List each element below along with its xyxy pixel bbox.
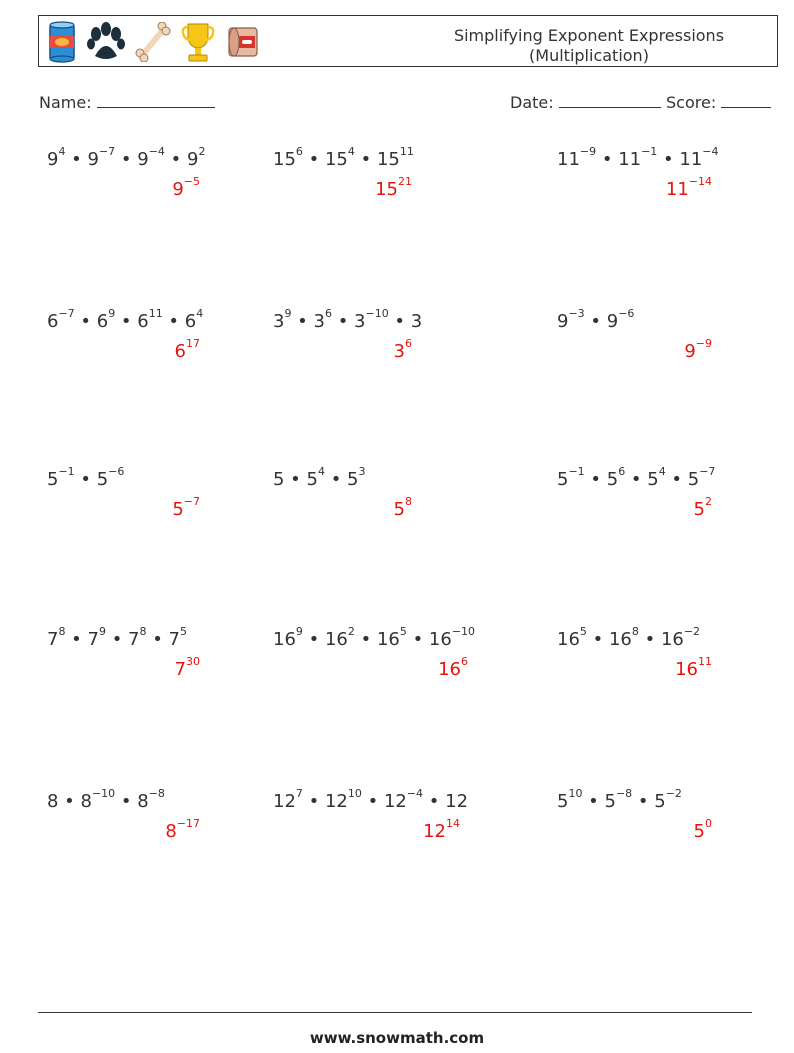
title-line-2: (Multiplication) — [529, 46, 649, 65]
term-base: 11 — [618, 149, 642, 170]
term-base: 5 — [606, 469, 619, 490]
name-blank[interactable] — [97, 93, 215, 108]
term-base: 3 — [313, 311, 325, 332]
term-exponent: −10 — [451, 625, 476, 638]
date-field[interactable] — [510, 93, 661, 112]
answer-base: 5 — [393, 499, 405, 520]
date-blank[interactable] — [559, 93, 661, 108]
multiply-operator: • — [74, 469, 97, 490]
answer-base: 9 — [684, 341, 696, 362]
footer-divider — [38, 1012, 752, 1013]
answer-exponent: −9 — [695, 337, 712, 350]
term-exponent: −7 — [98, 145, 116, 158]
multiply-operator: • — [115, 149, 138, 170]
term-base: 15 — [324, 149, 348, 170]
term-exponent: −9 — [579, 145, 597, 158]
multiply-operator: • — [291, 311, 314, 332]
term-base: 5 — [647, 469, 659, 490]
term-exponent: −1 — [58, 465, 75, 478]
term-base: 6 — [47, 311, 59, 332]
term-base: 5 — [557, 469, 569, 490]
term-base: 7 — [87, 629, 99, 650]
multiply-operator: • — [324, 469, 348, 490]
term-exponent: 4 — [58, 145, 66, 158]
multiply-operator: • — [74, 311, 97, 332]
answer-base: 3 — [393, 341, 405, 362]
dog-food-can-icon — [225, 22, 261, 62]
answer — [693, 817, 712, 842]
term-base: 5 — [604, 791, 616, 812]
term-base: 9 — [47, 149, 59, 170]
term-base: 7 — [47, 629, 59, 650]
term-base: 8 — [137, 791, 149, 812]
answer-base: 5 — [172, 499, 184, 520]
multiply-operator: • — [115, 791, 138, 812]
problem-expression — [557, 307, 635, 332]
term-base: 5 — [654, 791, 666, 812]
term-base: 9 — [87, 149, 99, 170]
footer-url: www.snowmath.com — [309, 1029, 485, 1047]
answer-base: 16 — [675, 659, 698, 680]
answer-base: 5 — [693, 499, 705, 520]
term-base: 5 — [47, 469, 59, 490]
term-exponent: 7 — [295, 787, 303, 800]
answer — [375, 175, 412, 200]
term-base: 5 — [306, 469, 318, 490]
problem-expression — [47, 625, 187, 650]
term-exponent: −8 — [615, 787, 633, 800]
multiply-operator: • — [115, 311, 138, 332]
multiply-operator: • — [632, 791, 655, 812]
answer — [174, 337, 200, 362]
term-base: 15 — [273, 149, 296, 170]
problem-expression — [557, 465, 716, 490]
term-exponent: 6 — [324, 307, 332, 320]
problem-expression — [47, 307, 204, 332]
term-base: 5 — [96, 469, 109, 490]
answer-exponent: 11 — [698, 655, 712, 668]
term-exponent: 11 — [399, 145, 414, 158]
term-exponent: 8 — [58, 625, 66, 638]
term-exponent: 8 — [139, 625, 147, 638]
term-exponent: 10 — [347, 787, 362, 800]
answer-base: 9 — [172, 179, 184, 200]
problem-expression — [47, 787, 165, 812]
term-base: 11 — [557, 149, 580, 170]
term-base: 6 — [137, 311, 149, 332]
multiply-operator: • — [665, 469, 688, 490]
term-base: 16 — [324, 629, 348, 650]
multiply-operator: • — [596, 149, 619, 170]
answer-exponent: −5 — [183, 175, 200, 188]
answer-exponent: 8 — [405, 495, 412, 508]
term-base: 15 — [376, 149, 400, 170]
multiply-operator: • — [423, 791, 446, 812]
term-exponent: 2 — [347, 625, 355, 638]
term-base: 3 — [273, 311, 285, 332]
multiply-operator: • — [406, 629, 429, 650]
date-label: Date: — [510, 93, 554, 112]
name-label: Name: — [39, 93, 92, 112]
answer-exponent: −14 — [688, 175, 712, 188]
term-exponent: −4 — [702, 145, 719, 158]
term-exponent: 4 — [347, 145, 355, 158]
answer-base: 7 — [174, 659, 186, 680]
trophy-icon — [181, 21, 215, 63]
problem-expression — [273, 307, 423, 332]
term-exponent: −10 — [365, 307, 389, 320]
term-base: 16 — [428, 629, 452, 650]
term-base: 12 — [273, 791, 296, 812]
term-base: 5 — [273, 469, 285, 490]
answer — [165, 817, 200, 842]
term-base: 11 — [679, 149, 703, 170]
answer-base: 11 — [665, 179, 689, 200]
term-exponent: 9 — [295, 625, 303, 638]
problem-expression — [557, 145, 719, 170]
term-base: 3 — [410, 311, 423, 332]
term-base: 8 — [80, 791, 92, 812]
term-exponent: 11 — [148, 307, 163, 320]
term-base: 7 — [168, 629, 180, 650]
multiply-operator: • — [388, 311, 411, 332]
multiply-operator: • — [638, 629, 661, 650]
term-exponent: 6 — [295, 145, 303, 158]
answer-base: 12 — [423, 821, 446, 842]
term-base: 9 — [186, 149, 199, 170]
answer-base: 8 — [165, 821, 177, 842]
answer — [675, 655, 712, 680]
answer-base: 6 — [174, 341, 186, 362]
term-base: 16 — [376, 629, 400, 650]
term-base: 7 — [128, 629, 140, 650]
term-exponent: 4 — [317, 465, 325, 478]
term-base: 3 — [354, 311, 366, 332]
multiply-operator: • — [105, 629, 129, 650]
term-exponent: −10 — [91, 787, 116, 800]
answer — [393, 495, 412, 520]
term-exponent: 4 — [196, 307, 204, 320]
answer-exponent: 6 — [405, 337, 412, 350]
answer — [665, 175, 712, 200]
term-exponent: 8 — [631, 625, 639, 638]
worksheet-title — [399, 26, 779, 66]
multiply-operator: • — [582, 791, 605, 812]
worksheet-header — [38, 15, 778, 67]
problem-expression — [47, 145, 206, 170]
term-base: 12 — [324, 791, 348, 812]
title-line-1: Simplifying Exponent Expressions — [453, 26, 725, 45]
answer — [693, 495, 712, 520]
term-exponent: −4 — [406, 787, 424, 800]
multiply-operator: • — [65, 629, 88, 650]
term-exponent: 5 — [579, 625, 587, 638]
multiply-operator: • — [354, 629, 377, 650]
term-exponent: 5 — [399, 625, 407, 638]
answer-base: 16 — [438, 659, 461, 680]
term-exponent: 6 — [618, 465, 626, 478]
term-exponent: −7 — [58, 307, 75, 320]
term-base: 8 — [47, 791, 59, 812]
term-base: 5 — [347, 469, 359, 490]
multiply-operator: • — [164, 149, 187, 170]
name-field[interactable] — [39, 93, 215, 112]
term-base: 5 — [557, 791, 569, 812]
term-exponent: 5 — [180, 625, 187, 638]
answer-exponent: 2 — [705, 495, 712, 508]
problem-expression — [273, 787, 469, 812]
answer-exponent: 30 — [186, 655, 200, 668]
problem-expression — [273, 465, 366, 490]
answer — [174, 655, 200, 680]
multiply-operator: • — [162, 311, 185, 332]
term-base: 9 — [137, 149, 149, 170]
term-exponent: −2 — [683, 625, 701, 638]
term-exponent: −1 — [641, 145, 658, 158]
score-blank[interactable] — [721, 93, 771, 108]
problem-expression — [47, 465, 125, 490]
term-exponent: 9 — [108, 307, 116, 320]
multiply-operator: • — [302, 791, 325, 812]
term-exponent: −8 — [148, 787, 165, 800]
answer-exponent: 6 — [461, 655, 468, 668]
multiply-operator: • — [354, 149, 377, 170]
bone-icon — [135, 22, 171, 62]
term-base: 16 — [660, 629, 684, 650]
multiply-operator: • — [65, 149, 88, 170]
answer — [684, 337, 712, 362]
answer — [172, 175, 200, 200]
answer-exponent: 14 — [446, 817, 460, 830]
term-exponent: 4 — [658, 465, 666, 478]
term-exponent: −2 — [665, 787, 682, 800]
multiply-operator: • — [284, 469, 307, 490]
term-base: 6 — [96, 311, 109, 332]
multiply-operator: • — [584, 469, 607, 490]
answer-base: 5 — [693, 821, 705, 842]
header-icons — [47, 20, 261, 64]
answer-exponent: −7 — [183, 495, 200, 508]
term-base: 16 — [608, 629, 632, 650]
term-base: 5 — [687, 469, 700, 490]
multiply-operator: • — [584, 311, 607, 332]
multiply-operator: • — [625, 469, 648, 490]
score-field[interactable] — [666, 93, 771, 112]
problem-expression — [557, 625, 701, 650]
problem-expression — [273, 145, 414, 170]
term-base: 12 — [445, 791, 469, 812]
term-exponent: −7 — [699, 465, 716, 478]
term-exponent: 9 — [98, 625, 106, 638]
multiply-operator: • — [58, 791, 81, 812]
term-exponent: 2 — [198, 145, 206, 158]
term-base: 6 — [184, 311, 197, 332]
answer-base: 15 — [375, 179, 398, 200]
multiply-operator: • — [146, 629, 169, 650]
answer-exponent: 21 — [398, 175, 412, 188]
term-exponent: −6 — [618, 307, 635, 320]
term-exponent: 9 — [284, 307, 292, 320]
term-exponent: −4 — [148, 145, 165, 158]
multiply-operator: • — [302, 149, 325, 170]
term-base: 16 — [557, 629, 580, 650]
answer-exponent: 17 — [186, 337, 200, 350]
answer — [423, 817, 460, 842]
score-label: Score: — [666, 93, 717, 112]
term-exponent: −3 — [568, 307, 585, 320]
multiply-operator: • — [302, 629, 325, 650]
can-icon — [47, 20, 77, 64]
answer-exponent: −17 — [176, 817, 200, 830]
answer — [438, 655, 468, 680]
term-exponent: −6 — [108, 465, 125, 478]
term-exponent: −1 — [568, 465, 585, 478]
problem-expression — [557, 787, 682, 812]
multiply-operator: • — [657, 149, 680, 170]
problem-expression — [273, 625, 476, 650]
answer — [172, 495, 200, 520]
multiply-operator: • — [331, 311, 355, 332]
answer — [393, 337, 412, 362]
term-exponent: 3 — [358, 465, 366, 478]
term-base: 9 — [557, 311, 569, 332]
term-exponent: 10 — [568, 787, 583, 800]
term-base: 12 — [383, 791, 407, 812]
paw-print-icon — [87, 22, 125, 62]
term-base: 9 — [606, 311, 619, 332]
multiply-operator: • — [361, 791, 384, 812]
term-base: 16 — [273, 629, 296, 650]
answer-exponent: 0 — [705, 817, 712, 830]
multiply-operator: • — [586, 629, 609, 650]
